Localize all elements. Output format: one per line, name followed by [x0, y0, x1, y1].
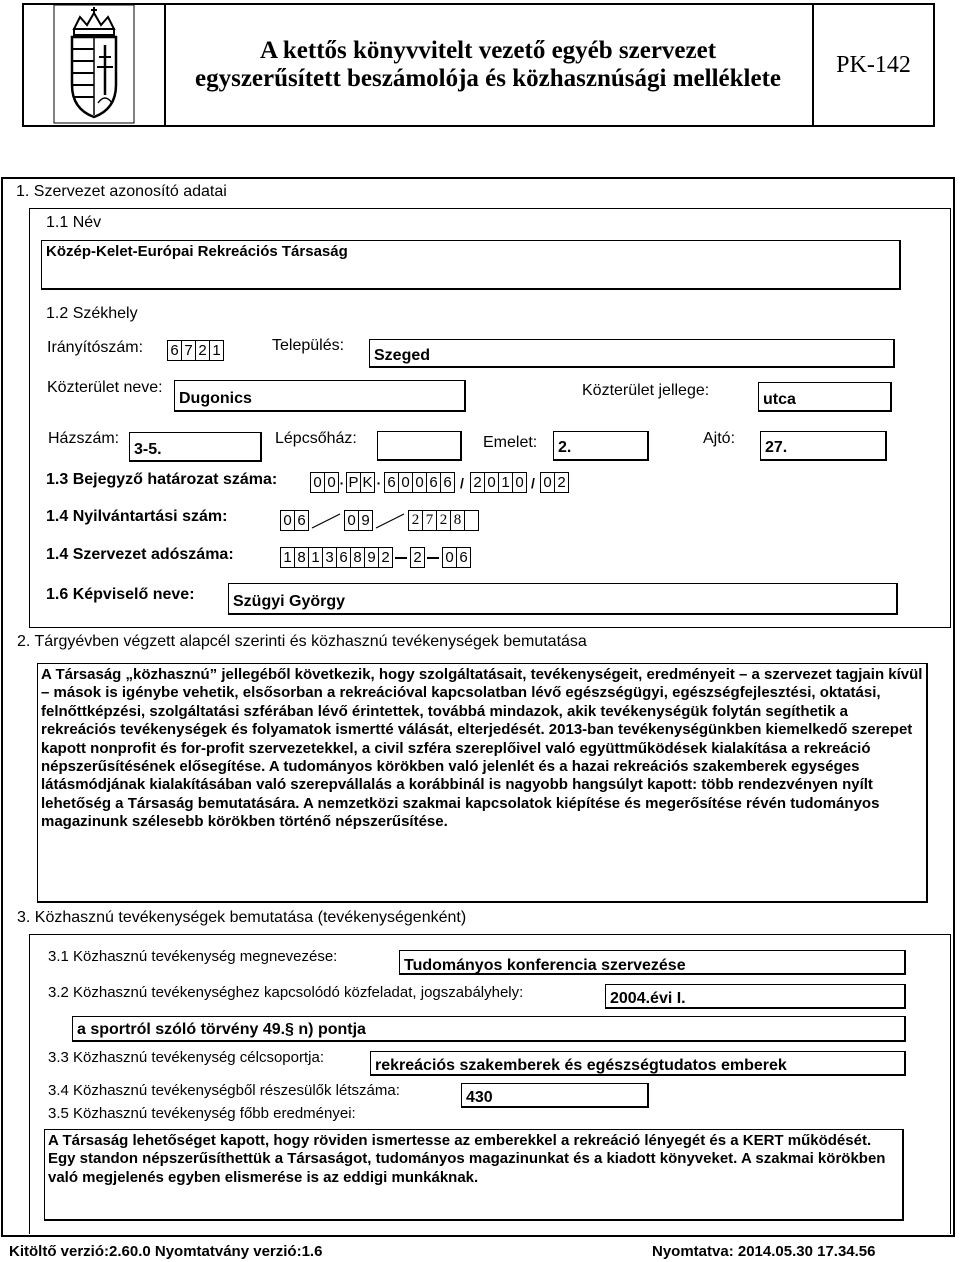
zip-code-cell[interactable]: 7	[181, 340, 196, 361]
registration-slash-1: /	[460, 474, 464, 491]
street-field[interactable]: Dugonics	[174, 380, 466, 412]
section3-title: 3. Közhasznú tevékenységek bemutatása (tevékenységenként)	[17, 909, 467, 926]
representative-label: 1.6 Képviselő neve:	[46, 586, 195, 603]
street-type-label: Közterület jellege:	[582, 382, 710, 399]
record-number-cell[interactable]	[464, 510, 479, 531]
floor-label: Emelet:	[483, 434, 538, 451]
target-group-field[interactable]: rekreációs szakemberek és egészségtudatos emberek	[370, 1051, 906, 1076]
city-label: Település:	[272, 337, 345, 354]
registration-cell[interactable]: 0	[484, 472, 499, 493]
house-number-label: Házszám:	[48, 430, 120, 447]
record-number-cell[interactable]: 2	[408, 510, 423, 531]
registration-cell[interactable]: 0	[310, 472, 325, 493]
registration-cell[interactable]: K	[360, 472, 375, 493]
record-number-cells[interactable]	[280, 510, 478, 531]
registration-dot-1: ·	[339, 474, 345, 491]
door-label: Ajtó:	[703, 430, 736, 447]
stair-label: Lépcsőház:	[275, 430, 357, 447]
tax-number-cell[interactable]: 6	[456, 547, 471, 568]
stair-field[interactable]	[377, 431, 462, 461]
registration-dot-2: ·	[376, 474, 382, 491]
zip-label: Irányítószám:	[47, 339, 144, 356]
name-label: 1.1 Név	[46, 214, 102, 231]
tax-number-cell[interactable]: 2	[410, 547, 425, 568]
registration-cell[interactable]: 2	[554, 472, 569, 493]
registration-cell[interactable]: 0	[324, 472, 339, 493]
coat-of-arms-logo	[24, 5, 166, 125]
registration-cell[interactable]: 0	[398, 472, 413, 493]
tax-dash-1	[392, 547, 410, 568]
section2-description[interactable]: A Társaság „közhasznú” jellegéből következik, hogy szolgáltatásait, tevékenységeit, eredményeit – a szervezet tagjain kívül – mások is igénybe vehetik, elsősorban a rekreációval kapcsolatban lévő egészségügyi, egészségfejlesztési, oktatási, felnőttképzési, szolgáltatási szférában lévő érintettek, továbbá mindazok, akik tevékenységük folytán segíthetik a rekreációs tevékenységek és folyamatok ismertté válását, elterjedését. 2013-ban tevékenységünkben kiemelkedő szerepet kapott nonprofit és for-profit szervezetekkel, a civil szféra szereplőivel való együttműködések kialakítása a rekreáció népszerűsítésének elősegítése. A tudományos körökben való jelenlét és a hazai rekreációs szakemberek egységes látásmódjának kialakításában való szerepvállalás a korábbinál is nagyobb hangsúlyt kapott: több rendezvényen nyílt lehetőség a Társaság bemutatására. A nemzetközi szakmai kapcsolatok kiépítése és megerősítése révén tudományos magazinunk szélesebb körökben történő népszerűsítése.	[37, 663, 928, 903]
public-task-label: 3.2 Közhasznú tevékenységhez kapcsolódó közfeladat, jogszabályhely:	[48, 984, 524, 1001]
public-task-field-2[interactable]: a sportról szóló törvény 49.§ n) pontja	[72, 1016, 906, 1042]
seat-label: 1.2 Székhely	[46, 305, 138, 322]
tax-number-cells[interactable]	[280, 547, 470, 568]
house-number-field[interactable]: 3-5.	[129, 432, 262, 462]
registration-cell[interactable]: 1	[498, 472, 513, 493]
section2-title: 2. Tárgyévben végzett alapcél szerinti és közhasznú tevékenységek bemutatása	[17, 633, 587, 650]
tax-number-cell[interactable]: 2	[378, 547, 393, 568]
activity-name-field[interactable]: Tudományos konferencia szervezése	[399, 950, 906, 975]
door-field[interactable]: 27.	[760, 431, 887, 461]
record-number-cell[interactable]: 9	[358, 510, 373, 531]
record-number-cell[interactable]: 8	[450, 510, 465, 531]
representative-field[interactable]: Szügyi György	[228, 583, 898, 615]
section1-title: 1. Szervezet azonosító adatai	[16, 183, 227, 200]
record-number-cell[interactable]: 2	[436, 510, 451, 531]
street-label: Közterület neve:	[47, 379, 163, 396]
registration-cell[interactable]: P	[346, 472, 361, 493]
record-slash-1	[308, 510, 344, 531]
tax-number-cell[interactable]: 3	[322, 547, 337, 568]
target-group-label: 3.3 Közhasznú tevékenység célcsoportja:	[48, 1049, 324, 1066]
registration-cell[interactable]: 6	[426, 472, 441, 493]
tax-number-cell[interactable]: 8	[350, 547, 365, 568]
tax-number-label: 1.4 Szervezet adószáma:	[46, 546, 234, 563]
record-slash-2	[372, 510, 408, 531]
record-number-label: 1.4 Nyilvántartási szám:	[46, 508, 228, 525]
zip-code-cell[interactable]: 2	[195, 340, 210, 361]
tax-number-cell[interactable]: 9	[364, 547, 379, 568]
registration-cell[interactable]: 2	[470, 472, 485, 493]
participants-label: 3.4 Közhasznú tevékenységből részesülők létszáma:	[48, 1082, 400, 1099]
registration-cell[interactable]: 0	[412, 472, 427, 493]
registration-cell[interactable]: 6	[440, 472, 455, 493]
form-code: PK-142	[836, 51, 911, 78]
record-number-cell[interactable]: 0	[280, 510, 295, 531]
tax-number-cell[interactable]: 6	[336, 547, 351, 568]
footer-printed: Nyomtatva: 2014.05.30 17.34.56	[652, 1243, 876, 1260]
tax-dash-2	[424, 547, 442, 568]
zip-code-cells[interactable]	[167, 340, 223, 361]
name-field[interactable]: Közép-Kelet-Európai Rekreációs Társaság	[41, 240, 901, 290]
form-header	[22, 3, 935, 127]
registration-cell[interactable]: 0	[540, 472, 555, 493]
tax-number-cell[interactable]: 8	[294, 547, 309, 568]
city-field[interactable]: Szeged	[369, 339, 895, 368]
floor-field[interactable]: 2.	[553, 431, 649, 461]
record-number-cell[interactable]: 7	[422, 510, 437, 531]
participants-field[interactable]: 430	[461, 1083, 649, 1108]
form-title	[164, 5, 814, 125]
registration-label: 1.3 Bejegyző határozat száma:	[46, 471, 278, 488]
form-title-line2: egyszerűsített beszámolója és közhasznúsági melléklete	[195, 65, 781, 92]
zip-code-cell[interactable]: 1	[209, 340, 224, 361]
results-description[interactable]: A Társaság lehetőséget kapott, hogy röviden ismertesse az emberekkel a rekreáció lényegét és a KERT működését. Egy standon népszerűsíthettük a Társaságot, tudományos magazinunkat és a kiadott könyveket. A szakmai körökben való megjelenés egyben elismerése is az eddigi munkáknak.	[44, 1129, 904, 1221]
footer-version: Kitöltő verzió:2.60.0 Nyomtatvány verzió:1.6	[9, 1243, 323, 1260]
registration-cell[interactable]: 0	[512, 472, 527, 493]
activity-name-label: 3.1 Közhasznú tevékenység megnevezése:	[48, 948, 338, 965]
registration-cell[interactable]: 6	[384, 472, 399, 493]
tax-number-cell[interactable]: 0	[442, 547, 457, 568]
record-number-cell[interactable]: 6	[294, 510, 309, 531]
tax-number-cell[interactable]: 1	[308, 547, 323, 568]
record-number-cell[interactable]: 0	[344, 510, 359, 531]
tax-number-cell[interactable]: 1	[280, 547, 295, 568]
registration-slash-2: /	[531, 474, 535, 491]
form-title-line1: A kettős könyvvitelt vezető egyéb szervezet	[259, 37, 717, 64]
results-label: 3.5 Közhasznú tevékenység főbb eredményei:	[48, 1105, 356, 1122]
public-task-field-1[interactable]: 2004.évi I.	[605, 984, 906, 1009]
registration-number-cells[interactable]	[310, 472, 568, 493]
zip-code-cell[interactable]: 6	[167, 340, 182, 361]
street-type-field[interactable]: utca	[758, 382, 892, 412]
